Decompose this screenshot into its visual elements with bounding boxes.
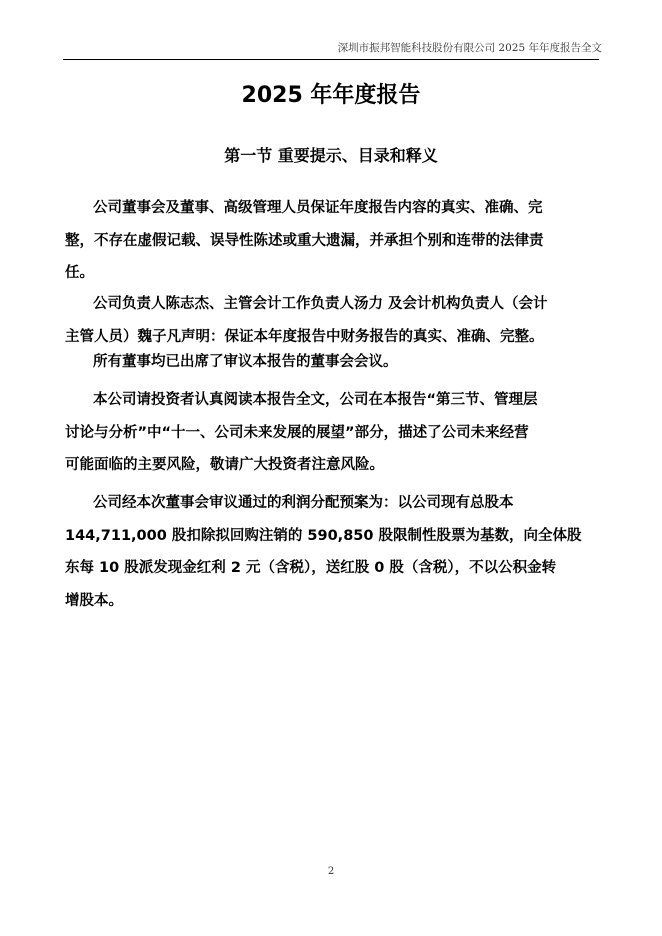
text-line: 任。 bbox=[65, 265, 94, 281]
paragraph-profit-distribution bbox=[65, 487, 585, 617]
text-line: 公司经本次董事会审议通过的利润分配预案为：以公司现有总股本 bbox=[93, 495, 514, 511]
paragraph-risk-notice bbox=[65, 384, 585, 482]
text-line: 本公司请投资者认真阅读本报告全文，公司在本报告“第三节、管理层 bbox=[93, 392, 538, 408]
text-line: 主管人员）魏子凡声明：保证本年度报告中财务报告的真实、准确、完整。 bbox=[65, 328, 544, 345]
text-line: 讨论与分析”中“十一、公司未来发展的展望”部分，描述了公司未来经营 bbox=[65, 424, 529, 441]
text-line: 144,711,000 股扣除拟回购注销的 590,850 股限制性股票为基数，向全体股 bbox=[65, 527, 582, 544]
paragraph-board-guarantee bbox=[65, 192, 585, 290]
paragraph-directors-attendance bbox=[93, 346, 585, 379]
running-header: 深圳市振邦智能科技股份有限公司 2025 年年度报告全文 bbox=[337, 42, 602, 54]
text-line: 整，不存在虚假记载、误导性陈述或重大遗漏，并承担个别和连带的法律责 bbox=[65, 232, 544, 249]
text-line: 公司董事会及董事、高级管理人员保证年度报告内容的真实、准确、完 bbox=[93, 200, 543, 216]
text-line: 所有董事均已出席了审议本报告的董事会会议。 bbox=[93, 354, 398, 370]
text-line: 公司负责人陈志杰、主管会计工作负责人汤力 及会计机构负责人（会计 bbox=[93, 296, 548, 312]
paragraph-responsible-persons bbox=[65, 288, 585, 353]
text-line: 增股本。 bbox=[65, 592, 123, 609]
section-title: 第一节 重要提示、目录和释义 bbox=[224, 146, 438, 165]
text-line: 可能面临的主要风险，敬请广大投资者注意风险。 bbox=[65, 457, 384, 473]
page-number: 2 bbox=[327, 866, 335, 877]
report-title: 2025 年年度报告 bbox=[241, 83, 421, 108]
text-line: 东每 10 股派发现金红利 2 元（含税），送红股 0 股（含税），不以公积金转 bbox=[65, 560, 557, 576]
header-divider bbox=[63, 59, 599, 60]
